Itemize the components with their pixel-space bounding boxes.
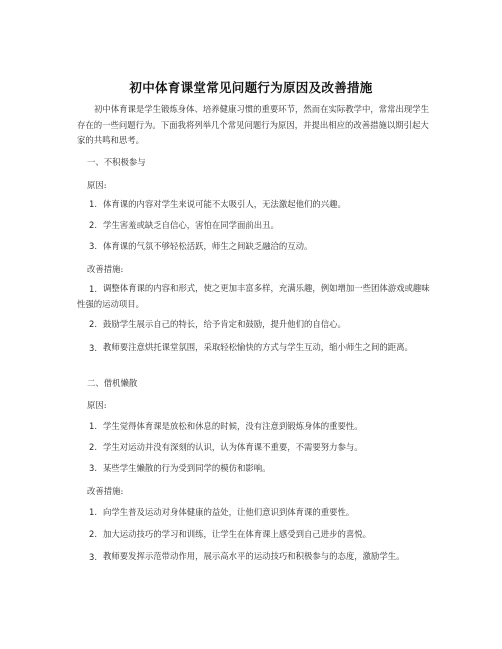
list-number: 3. bbox=[89, 463, 97, 473]
section-heading: 一、不积极参与 bbox=[87, 157, 146, 167]
reason-item: 学生觉得体育课是放松和休息的时候，没有注意到锻炼身体的重要性。 bbox=[103, 421, 363, 431]
section-heading: 二、借机懒散 bbox=[87, 378, 138, 388]
measure-item: 向学生普及运动对身体健康的益处，让他们意识到体育课的重要性。 bbox=[103, 507, 355, 517]
reason-item: 体育课的内容对学生来说可能不太吸引人，无法激起他们的兴趣。 bbox=[103, 199, 346, 209]
list-number: 3. bbox=[89, 343, 97, 353]
list-number: 2. bbox=[89, 220, 97, 230]
reason-label: 原因: bbox=[87, 180, 107, 190]
reason-item: 体育课的气氛不够轻松活跃，师生之间缺乏融洽的互动。 bbox=[103, 241, 313, 251]
list-number: 3. bbox=[89, 552, 97, 562]
list-number: 1. bbox=[89, 507, 97, 517]
reason-label: 原因: bbox=[87, 400, 107, 410]
measure-item: 教师要发挥示范带动作用，展示高水平的运动技巧和积极参与的态度，激励学生。 bbox=[103, 551, 405, 561]
list-number: 1. bbox=[89, 284, 97, 294]
intro-paragraph: 初中体育课是学生锻炼身体、培养健康习惯的重要环节，然而在实际教学中，常常出现学生存在的一些问题行为。下面我将列举几个常见问题行为原因，并提出相应的改善措施以期引起大家的共鸣和思考。 bbox=[77, 104, 429, 145]
list-number: 3. bbox=[89, 241, 97, 251]
list-number: 2. bbox=[89, 442, 97, 452]
measure-item: 教师要注意烘托课堂氛围，采取轻松愉快的方式与学生互动，缩小师生之间的距离。 bbox=[103, 342, 413, 352]
reason-item: 学生对运动并没有深刻的认识，认为体育课不重要，不需要努力参与。 bbox=[103, 442, 363, 452]
list-number: 2. bbox=[89, 319, 97, 329]
list-number: 1. bbox=[89, 199, 97, 209]
measure-item: 调整体育课的内容和形式，使之更加丰富多样，充满乐趣，例如增加一些团体游戏或趣味性强的运动项目。 bbox=[77, 283, 430, 309]
page-title: 初中体育课堂常见问题行为原因及改善措施 bbox=[129, 80, 373, 95]
measure-item: 加大运动技巧的学习和训练，让学生在体育课上感受到自己进步的喜悦。 bbox=[103, 529, 371, 539]
list-number: 1. bbox=[89, 421, 97, 431]
reason-item: 学生害羞或缺乏自信心，害怕在同学面前出丑。 bbox=[103, 220, 279, 230]
measure-label: 改善措施: bbox=[87, 264, 124, 274]
measure-item: 鼓励学生展示自己的特长，给予肯定和鼓励，提升他们的自信心。 bbox=[103, 319, 346, 329]
measure-label: 改善措施: bbox=[87, 486, 124, 496]
reason-item: 某些学生懒散的行为受到同学的模仿和影响。 bbox=[103, 463, 271, 473]
list-number: 2. bbox=[89, 529, 97, 539]
